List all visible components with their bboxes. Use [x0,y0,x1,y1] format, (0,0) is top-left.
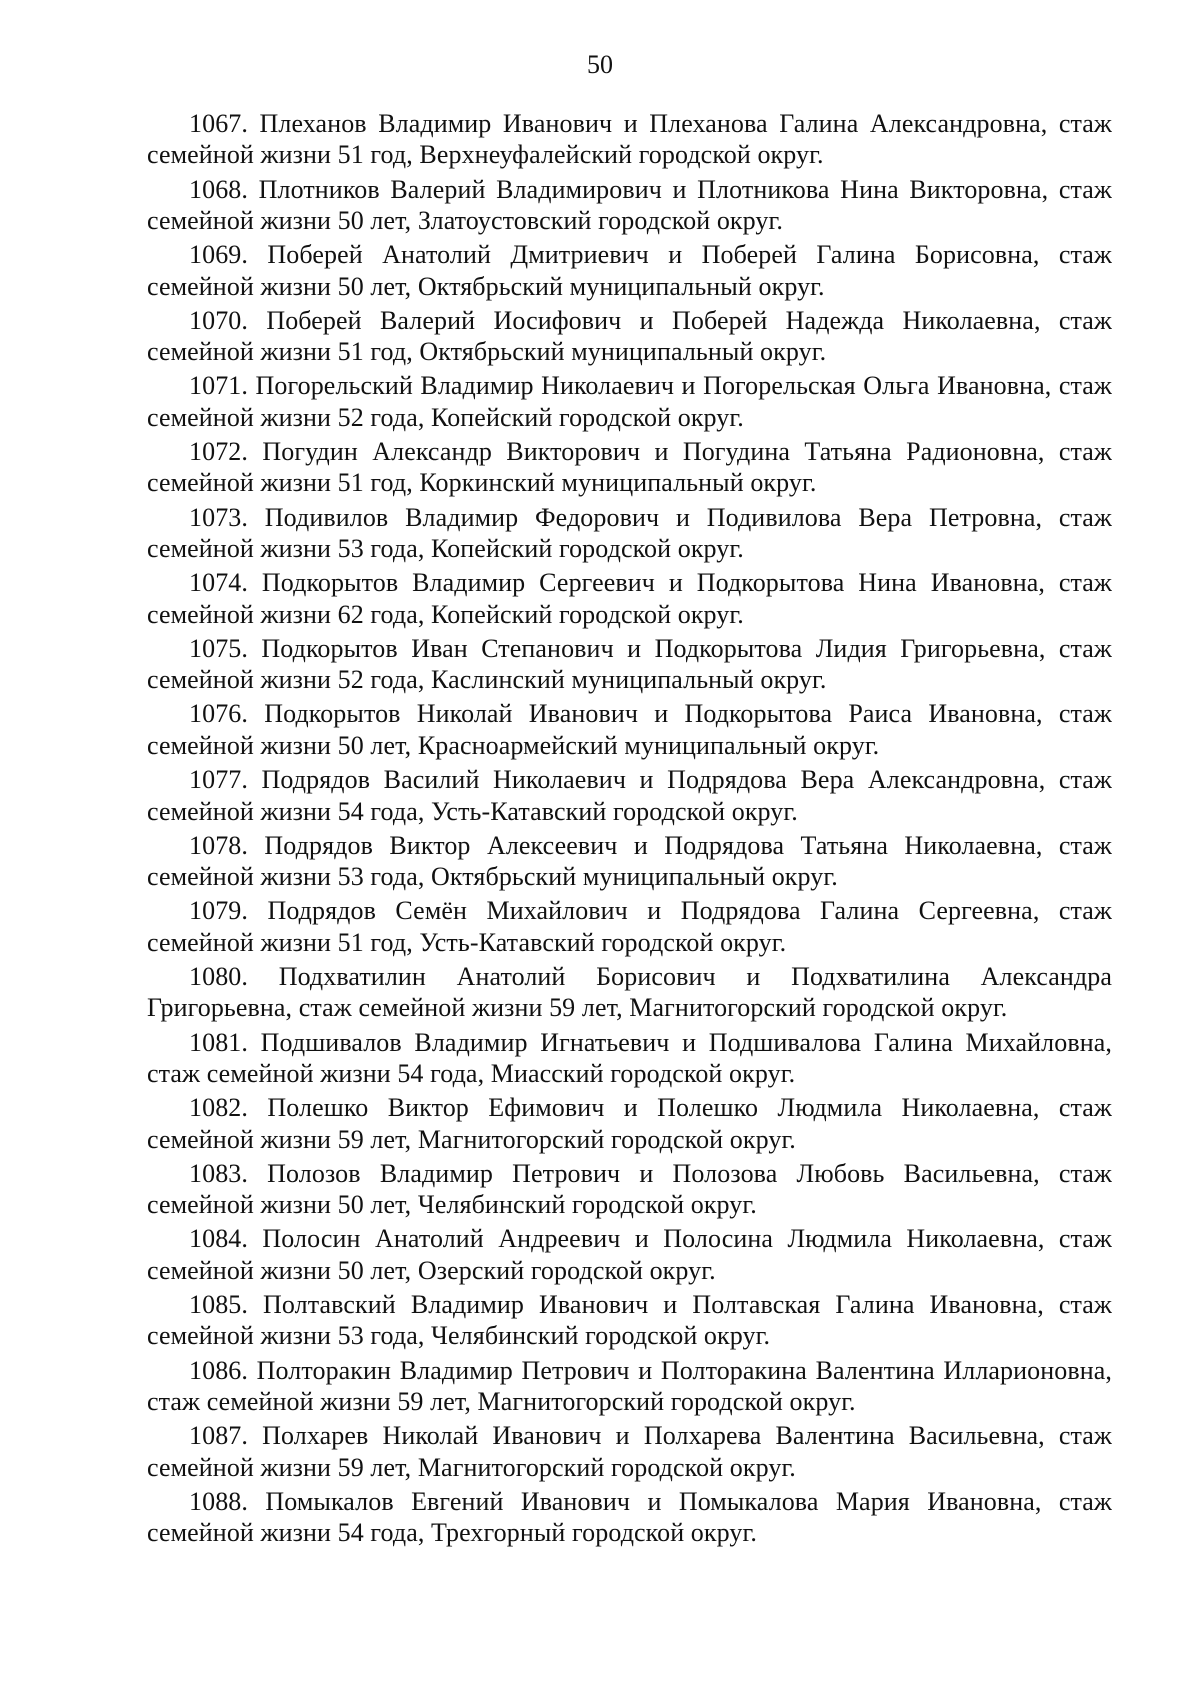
list-item-1069: 1069. Поберей Анатолий Дмитриевич и Поберей Галина Борисовна, стаж семейной жизни 50 лет, Октябрьский муниципальный округ. [147,240,1112,301]
list-item-1070: 1070. Поберей Валерий Иосифович и Поберей Надежда Николаевна, стаж семейной жизни 51 год, Октябрьский муниципальный округ. [147,305,1112,367]
list-item-1083: 1083. Полозов Владимир Петрович и Полозова Любовь Васильевна, стаж семейной жизни 50 лет, Челябинский городской округ. [147,1158,1112,1220]
list-item-1082: 1082. Полешко Виктор Ефимович и Полешко Людмила Николаевна, стаж семейной жизни 59 лет, Магнитогорский городской округ. [147,1093,1112,1154]
list-item-1087: 1087. Полхарев Николай Иванович и Полхарева Валентина Васильевна, стаж семейной жизни 59 лет, Магнитогорский городской округ. [147,1421,1112,1482]
list-item-1071: 1071. Погорельский Владимир Николаевич и Погорельская Ольга Ивановна, стаж семейной жизни 52 года, Копейский городской округ. [147,371,1112,432]
list-item-1088: 1088. Помыкалов Евгений Иванович и Помыкалова Мария Ивановна, стаж семейной жизни 54 года, Трехгорный городской округ. [147,1486,1112,1548]
list-item-1078: 1078. Подрядов Виктор Алексеевич и Подрядова Татьяна Николаевна, стаж семейной жизни 53 года, Октябрьский муниципальный округ. [147,830,1112,892]
list-item-1080: 1080. Подхватилин Анатолий Борисович и Подхватилина Александра Григорьевна, стаж семейной жизни 59 лет, Магнитогорский городской округ. [147,961,1112,1023]
list-item-1086: 1086. Полторакин Владимир Петрович и Полторакина Валентина Илларионовна, стаж семейной жизни 59 лет, Магнитогорский городской округ. [147,1355,1112,1416]
list-item-1072: 1072. Погудин Александр Викторович и Погудина Татьяна Радионовна, стаж семейной жизни 51 год, Коркинский муниципальный округ. [147,437,1112,498]
award-list [147,108,1112,1551]
list-item-1084: 1084. Полосин Анатолий Андреевич и Полосина Людмила Николаевна, стаж семейной жизни 50 лет, Озерский городской округ. [147,1224,1112,1285]
list-item-1079: 1079. Подрядов Семён Михайлович и Подрядова Галина Сергеевна, стаж семейной жизни 51 год, Усть-Катавский городской округ. [147,896,1112,957]
list-item-1073: 1073. Подивилов Владимир Федорович и Подивилова Вера Петровна, стаж семейной жизни 53 года, Копейский городской округ. [147,502,1112,564]
list-item-1074: 1074. Подкорытов Владимир Сергеевич и Подкорытова Нина Ивановна, стаж семейной жизни 62 года, Копейский городской округ. [147,568,1112,629]
list-item-1077: 1077. Подрядов Василий Николаевич и Подрядова Вера Александровна, стаж семейной жизни 54 года, Усть-Катавский городской округ. [147,765,1112,826]
page-number: 50 [587,50,613,79]
list-item-1081: 1081. Подшивалов Владимир Игнатьевич и Подшивалова Галина Михайловна, стаж семейной жизни 54 года, Миасский городской округ. [147,1027,1112,1088]
list-item-1076: 1076. Подкорытов Николай Иванович и Подкорытова Раиса Ивановна, стаж семейной жизни 50 лет, Красноармейский муниципальный округ. [147,699,1112,760]
list-item-1068: 1068. Плотников Валерий Владимирович и Плотникова Нина Викторовна, стаж семейной жизни 50 лет, Златоустовский городской округ. [147,174,1112,236]
list-item-1075: 1075. Подкорытов Иван Степанович и Подкорытова Лидия Григорьевна, стаж семейной жизни 52 года, Каслинский муниципальный округ. [147,633,1112,695]
list-item-1067: 1067. Плеханов Владимир Иванович и Плеханова Галина Александровна, стаж семейной жизни 51 год, Верхнеуфалейский городской округ. [147,109,1112,170]
list-item-1085: 1085. Полтавский Владимир Иванович и Полтавская Галина Ивановна, стаж семейной жизни 53 года, Челябинский городской округ. [147,1289,1112,1351]
